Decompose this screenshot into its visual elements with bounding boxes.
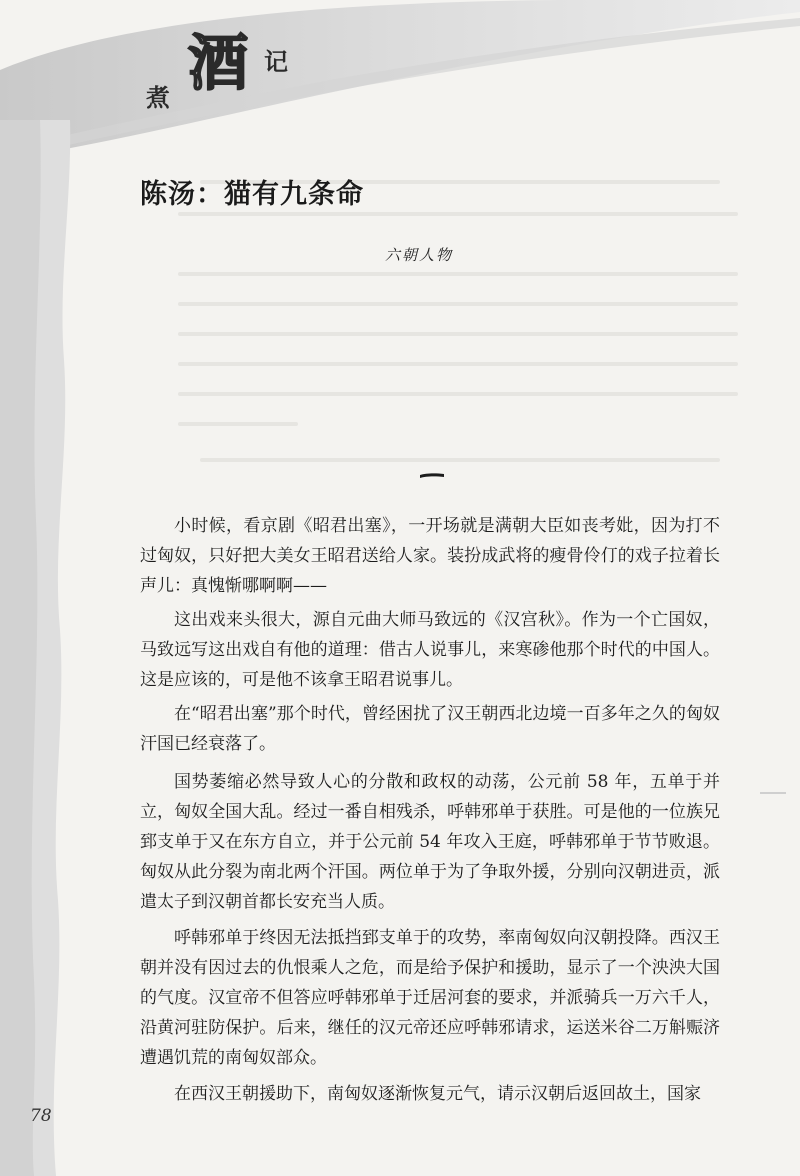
column-logo xyxy=(140,29,300,122)
page-number: 78 xyxy=(30,1106,52,1126)
paragraph: 这出戏来头很大，源自元曲大师马致远的《汉宫秋》。作为一个亡国奴，马致远写这出戏自有他的道理：借古人说事儿，来寒碜他那个时代的中国人。这是应该的，可是他不该拿王昭君说事儿。 xyxy=(140,610,720,690)
margin-mark xyxy=(760,792,786,794)
article-title: 陈汤：猫有九条命 xyxy=(140,179,364,210)
paragraph: 国势萎缩必然导致人心的分散和政权的动荡，公元前 58 年，五单于并立，匈奴全国大乱。经过一番自相残杀，呼韩邪单于获胜。可是他的一位族兄郅支单于又在东方自立，并于公元前 54 年攻入王庭，呼韩邪单于节节败退。匈奴从此分裂为南北两个汗国。两位单于为了争取外援，分别向汉朝进贡，派遣太子到汉朝首都长安充当人质。 xyxy=(140,772,720,912)
article-author: 六朝人物 xyxy=(385,246,454,264)
paragraph: 呼韩邪单于终因无法抵挡郅支单于的攻势，率南匈奴向汉朝投降。西汉王朝并没有因过去的仇恨乘人之危，而是给予保护和援助，显示了一个泱泱大国的气度。汉宣帝不但答应呼韩邪单于迁居河套的要求，并派骑兵一万六千人，沿黄河驻防保护。后来，继任的汉元帝还应呼韩邪请求，运送米谷二万斛赈济遭遇饥荒的南匈奴部众。 xyxy=(140,928,720,1068)
section-number-one xyxy=(420,462,444,486)
column-logo-char-zhu: 煮 xyxy=(146,83,170,112)
left-torn-edge-decoration xyxy=(0,120,110,1176)
paragraph: 在“昭君出塞”那个时代，曾经困扰了汉王朝西北边境一百多年之久的匈奴汗国已经衰落了。 xyxy=(140,704,720,754)
article-body xyxy=(140,511,720,1109)
header-swoosh-decoration xyxy=(0,0,800,160)
column-logo-char-ji: 记 xyxy=(264,47,288,76)
paragraph: 小时候，看京剧《昭君出塞》，一开场就是满朝大臣如丧考妣，因为打不过匈奴，只好把大美女王昭君送给人家。装扮成武将的瘦骨伶仃的戏子拉着长声儿：真愧惭哪啊啊—— xyxy=(140,516,720,596)
column-logo-char-jiu: 酒 xyxy=(188,29,248,99)
paragraph: 在西汉王朝援助下，南匈奴逐渐恢复元气，请示汉朝后返回故土，国家 xyxy=(174,1084,701,1104)
